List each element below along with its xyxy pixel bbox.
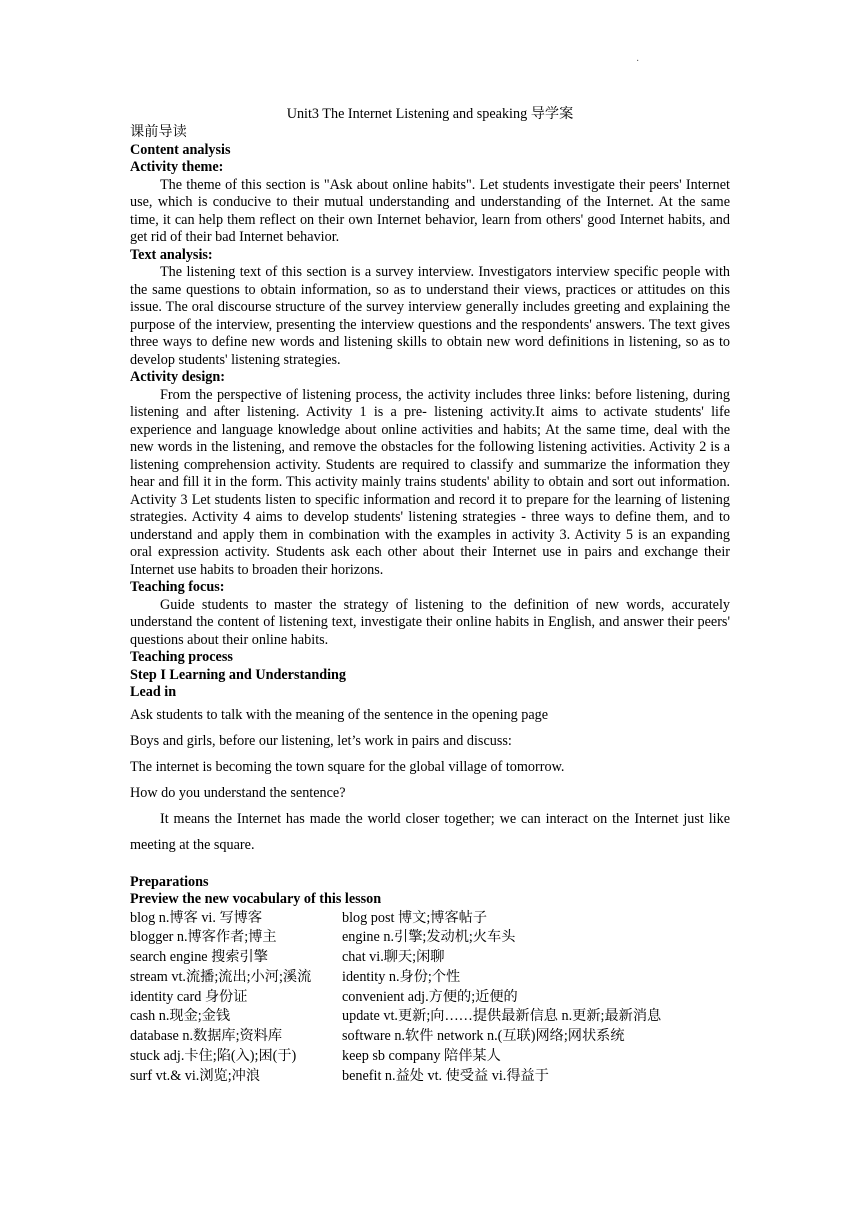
- lead-in-line: Boys and girls, before our listening, let’s work in pairs and discuss:: [130, 732, 512, 749]
- vocab-right: engine n.引擎;发动机;火车头: [342, 929, 516, 946]
- vocab-right: chat vi.聊天;闲聊: [342, 949, 445, 966]
- activity-theme-heading: Activity theme:: [130, 159, 224, 175]
- vocab-left: surf vt.& vi.浏览;冲浪: [130, 1067, 261, 1084]
- vocab-left: stream vt.流播;流出;小河;溪流: [130, 968, 312, 985]
- vocab-right: benefit n.益处 vt. 使受益 vi.得益于: [342, 1067, 549, 1084]
- header-mark: ·: [636, 56, 640, 67]
- vocab-right: identity n.身份;个性: [342, 968, 461, 985]
- vocab-left: search engine 搜索引擎: [130, 949, 268, 966]
- vocab-right: blog post 博文;博客帖子: [342, 909, 488, 926]
- content-analysis-heading: Content analysis: [130, 141, 231, 158]
- vocab-right: software n.软件 network n.(互联)网络;网状系统: [342, 1028, 625, 1045]
- teaching-process-heading: Teaching process: [130, 649, 233, 665]
- text-analysis-text: The listening text of this section is a survey interview. Investigators interview specific people with the same questions to obtain information, so as to understand their views, practices or attitudes on this issue. The oral discourse structure of the survey interview generally includes greeting and explaining the purpose of the interview, presenting the interview questions and the respondents' answers. The text gives three ways to define new words and listening skills to obtain new word definitions in listening, so as to develop students' listening strategies.: [130, 264, 730, 368]
- vocab-left: blogger n.博客作者;博主: [130, 929, 277, 946]
- step1-heading: Step I Learning and Understanding: [130, 666, 347, 683]
- vocab-right: keep sb company 陪伴某人: [342, 1048, 501, 1065]
- teaching-focus-text: Guide students to master the strategy of listening to the definition of new words, accurately understand the content of listening text, investigate their online habits in English, and answer their peers' questions about their online habits.: [130, 596, 730, 648]
- vocab-left: database n.数据库;资料库: [130, 1028, 283, 1045]
- preparations-heading: Preparations: [130, 873, 209, 890]
- vocabulary-table: [130, 909, 730, 1087]
- vocab-left: identity card 身份证: [130, 988, 248, 1005]
- lead-in-answer: It means the Internet has made the world closer together; we can interact on the Internet just like meeting at the square.: [130, 810, 730, 853]
- pre-reading-label: 课前导读: [130, 124, 187, 140]
- vocab-right: convenient adj.方便的;近便的: [342, 988, 518, 1005]
- vocab-left: stuck adj.卡住;陷(入);困(于): [130, 1048, 297, 1065]
- text-analysis-heading: Text analysis:: [130, 246, 213, 263]
- activity-theme-text: The theme of this section is "Ask about online habits". Let students investigate their peers' Internet use, which is conducive to their mutual understanding and understanding of the Internet. At the same time, it can help them reflect on their own Internet behavior, learn from others' good Internet habits, and get rid of their bad Internet behavior.: [130, 176, 730, 245]
- vocab-left: cash n.现金;金钱: [130, 1008, 231, 1025]
- preview-heading: Preview the new vocabulary of this lesson: [130, 891, 382, 907]
- activity-design-text: From the perspective of listening process, the activity includes three links: before listening, during listening and after listening. Activity 1 is a pre- listening activity.It aims to activate students' life experience and language knowledge about online activities and habits; At the same time, deal with the new words in the listening, and remove the obstacles for the following listening activities. Activity 2 is a listening comprehension activity. Students are required to classify and summarize the information they hear and fill it in the form. This activity mainly trains students' ability to obtain and sort out information. Activity 3 Let students listen to specific information and record it to prepare for the learning of listening strategies. Activity 4 aims to develop students' listening strategies - three ways to define them, and to understand and apply them in combination with the examples in activity 3. Activity 5 is an expanding oral expression activity. Students ask each other about their Internet use in pairs and exchange their Internet use habits to broaden their horizons.: [130, 386, 730, 578]
- teaching-focus-heading: Teaching focus:: [130, 579, 225, 595]
- vocab-right: update vt.更新;向……提供最新信息 n.更新;最新消息: [342, 1008, 662, 1025]
- lead-in-line: The internet is becoming the town square for the global village of tomorrow.: [130, 758, 565, 775]
- page-title: Unit3 The Internet Listening and speaking 导学案: [286, 106, 574, 122]
- activity-design-heading: Activity design:: [130, 369, 225, 385]
- lead-in-line: Ask students to talk with the meaning of the sentence in the opening page: [130, 706, 549, 723]
- lead-in-heading: Lead in: [130, 684, 177, 700]
- document-body: [130, 104, 730, 1087]
- lead-in-line: How do you understand the sentence?: [130, 784, 346, 801]
- vocab-left: blog n.博客 vi. 写博客: [130, 909, 263, 926]
